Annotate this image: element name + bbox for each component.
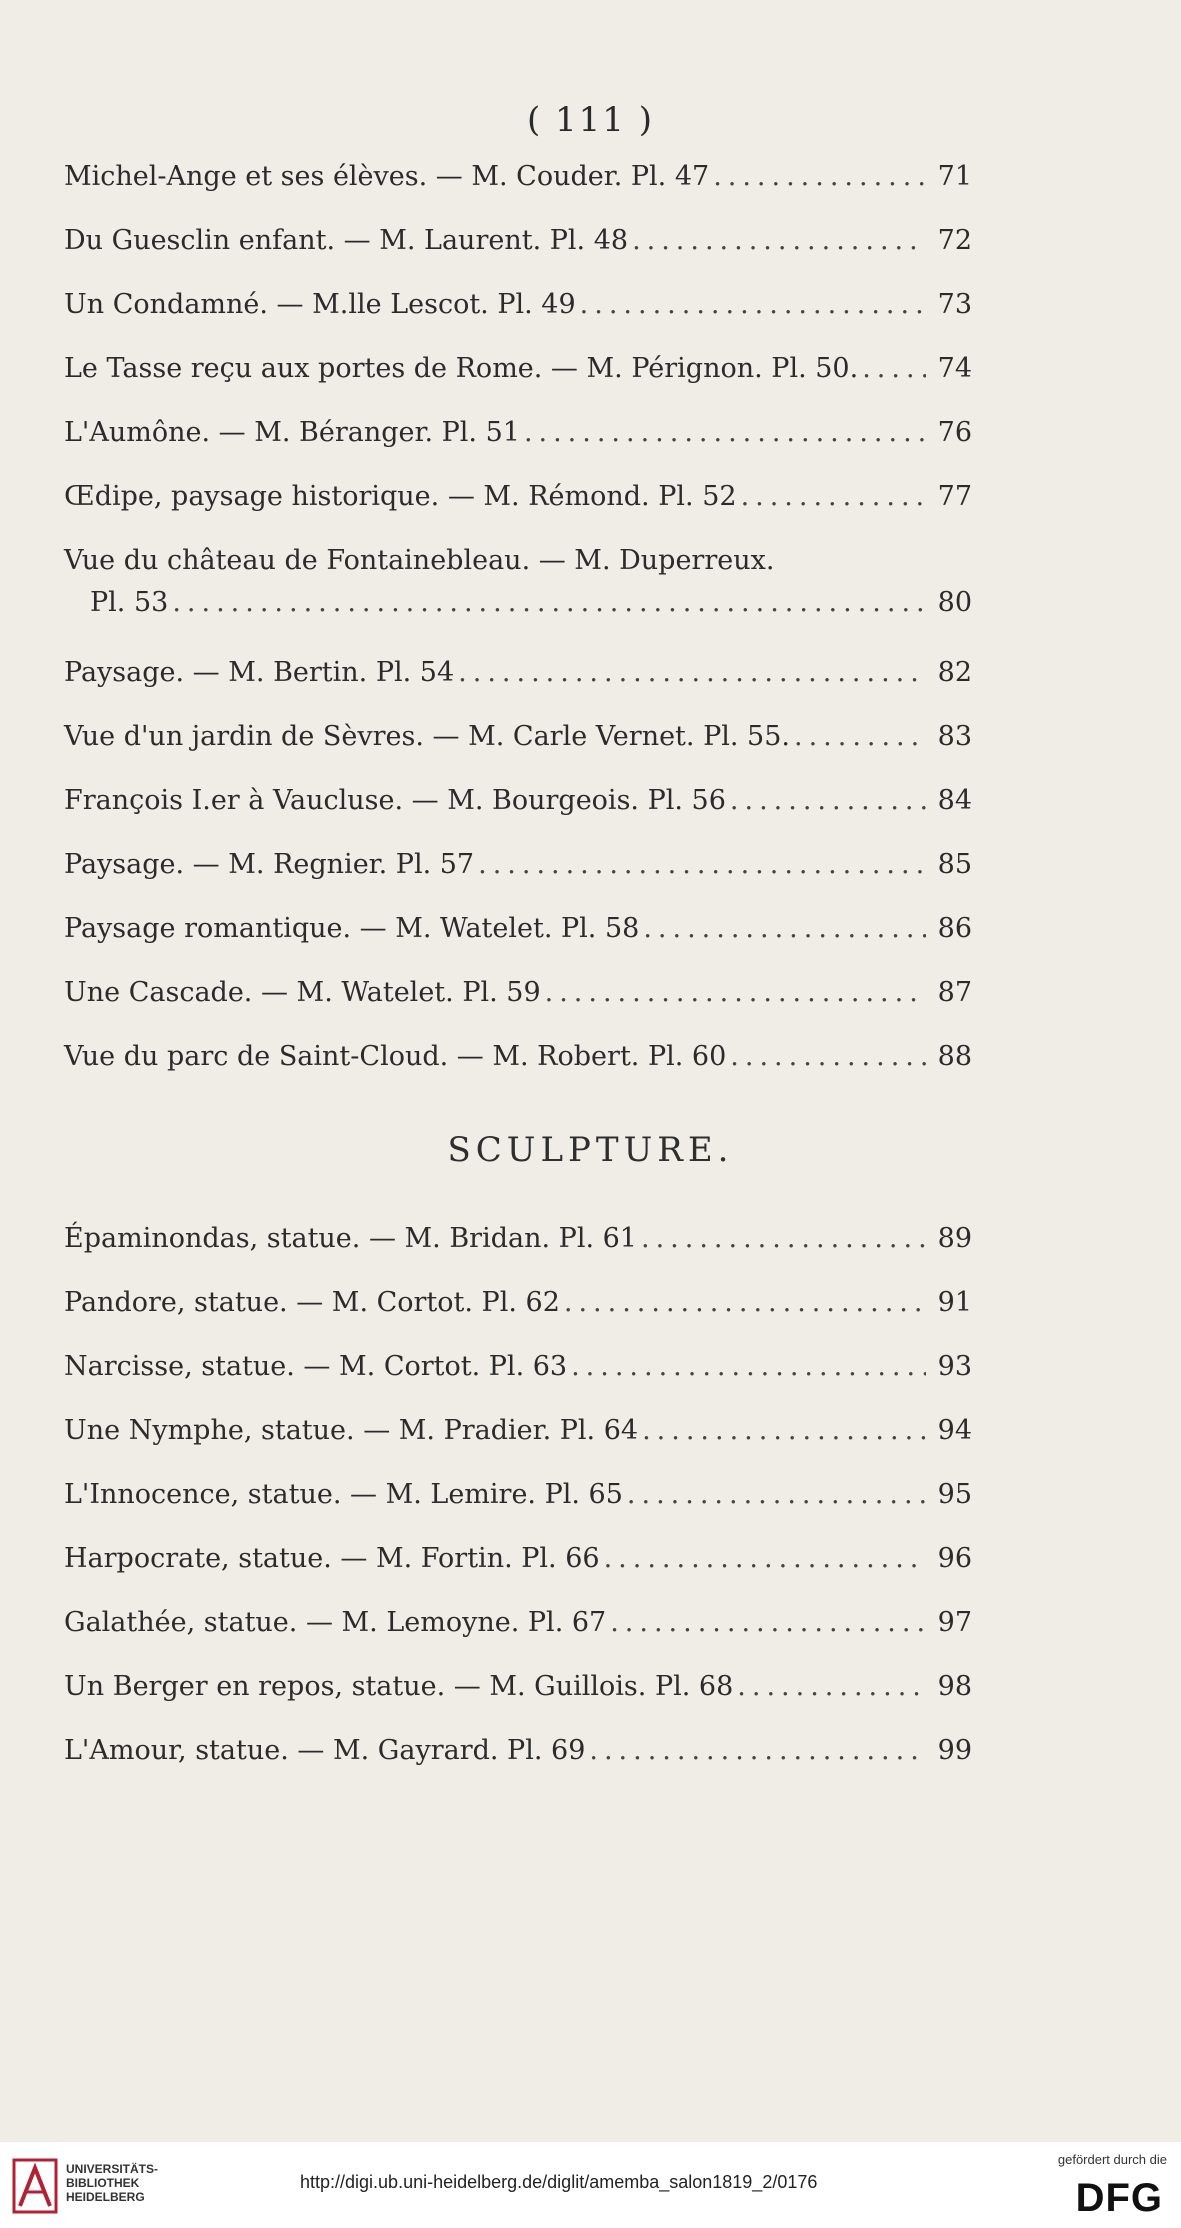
entry-page: 94	[937, 1415, 972, 1446]
dot-leader	[524, 416, 926, 450]
dfg-logo: DFG	[1075, 2176, 1163, 2220]
dot-leader	[713, 160, 926, 194]
library-name: UNIVERSITÄTS- BIBLIOTHEK HEIDELBERG	[66, 2162, 159, 2204]
entry-page: 93	[937, 1351, 972, 1382]
entry-page: 77	[937, 481, 972, 512]
entry-title: L'Innocence, statue. — M. Lemire. Pl. 65	[64, 1479, 623, 1510]
entry-page: 71	[937, 161, 972, 192]
entry-title: Paysage. — M. Regnier. Pl. 57	[64, 849, 475, 880]
dot-leader	[478, 848, 926, 882]
dot-leader	[610, 1606, 926, 1640]
entry-page: 74	[937, 353, 972, 384]
toc-entry	[64, 1606, 972, 1640]
toc-entry	[64, 1222, 972, 1256]
entry-title: Œdipe, paysage historique. — M. Rémond. Pl. 52	[64, 481, 737, 512]
toc-entry	[64, 480, 972, 514]
entry-title: Un Condamné. — M.lle Lescot. Pl. 49	[64, 289, 576, 320]
toc-entry	[64, 416, 972, 450]
page-number: ( 111 )	[526, 100, 655, 140]
entry-page: 72	[937, 225, 972, 256]
dot-leader	[730, 784, 926, 818]
dot-leader	[545, 976, 926, 1010]
toc-entry	[64, 784, 972, 818]
entry-title: Harpocrate, statue. — M. Fortin. Pl. 66	[64, 1543, 600, 1574]
entry-title: Pandore, statue. — M. Cortot. Pl. 62	[64, 1287, 560, 1318]
dot-leader	[580, 288, 926, 322]
entry-title: Michel-Ange et ses élèves. — M. Couder. Pl. 47	[64, 161, 710, 192]
dot-leader	[643, 912, 926, 946]
entry-page: 73	[937, 289, 972, 320]
dot-leader	[730, 1040, 926, 1074]
dot-leader	[741, 480, 926, 514]
entry-title: L'Amour, statue. — M. Gayrard. Pl. 69	[64, 1735, 586, 1766]
entry-title: Un Berger en repos, statue. — M. Guillois. Pl. 68	[64, 1671, 734, 1702]
dot-leader	[862, 352, 926, 386]
toc-entry	[64, 720, 972, 754]
dot-leader	[737, 1670, 926, 1704]
entry-page: 84	[937, 785, 972, 816]
viewer-footer	[0, 2142, 1181, 2228]
dot-leader	[458, 656, 926, 690]
toc-entry	[64, 848, 972, 882]
dot-leader	[642, 1414, 926, 1448]
entry-page: 85	[937, 849, 972, 880]
toc-entry	[64, 1734, 972, 1768]
entry-title: François I.er à Vaucluse. — M. Bourgeois. Pl. 56	[64, 785, 726, 816]
entry-page: 88	[937, 1041, 972, 1072]
dot-leader	[641, 1222, 926, 1256]
toc-entry	[64, 160, 972, 194]
toc-entry	[64, 1350, 972, 1384]
entry-page: 87	[937, 977, 972, 1008]
dot-leader	[564, 1286, 926, 1320]
toc-entry	[64, 1478, 972, 1512]
entry-page: 80	[937, 587, 972, 618]
dot-leader	[571, 1350, 926, 1384]
entry-title: Épaminondas, statue. — M. Bridan. Pl. 61	[64, 1223, 637, 1254]
dot-leader	[794, 720, 926, 754]
toc-entry	[64, 1542, 972, 1576]
entry-title: Galathée, statue. — M. Lemoyne. Pl. 67	[64, 1607, 607, 1638]
toc-entry	[64, 1040, 972, 1074]
dot-leader	[627, 1478, 926, 1512]
entry-title: Paysage romantique. — M. Watelet. Pl. 58	[64, 913, 640, 944]
entry-page: 99	[937, 1735, 972, 1766]
toc-entry	[64, 1670, 972, 1704]
toc-entry	[64, 1414, 972, 1448]
dot-leader	[604, 1542, 926, 1576]
toc-entry	[64, 912, 972, 946]
toc-entry	[64, 224, 972, 258]
source-url-link[interactable]: http://digi.ub.uni-heidelberg.de/diglit/amemba_salon1819_2/0176	[300, 2172, 818, 2192]
entry-title: Pl. 53	[90, 587, 169, 618]
entry-page: 97	[937, 1607, 972, 1638]
entry-page: 82	[937, 657, 972, 688]
funded-by-label: gefördert durch die	[1057, 2152, 1167, 2167]
dot-leader	[632, 224, 926, 258]
toc-entry	[64, 352, 972, 386]
dot-leader	[589, 1734, 926, 1768]
entry-page: 98	[937, 1671, 972, 1702]
entry-title: Une Nymphe, statue. — M. Pradier. Pl. 64	[64, 1415, 639, 1446]
toc-entry	[64, 288, 972, 322]
entry-title: Paysage. — M. Bertin. Pl. 54	[64, 657, 455, 688]
toc-entry	[64, 656, 972, 690]
entry-page: 86	[937, 913, 972, 944]
entry-page: 83	[937, 721, 972, 752]
entry-page: 95	[937, 1479, 972, 1510]
dot-leader	[172, 586, 926, 620]
entry-title: Vue d'un jardin de Sèvres. — M. Carle Vernet. Pl. 55.	[64, 721, 790, 752]
entry-page: 91	[937, 1287, 972, 1318]
section-heading-sculpture: SCULPTURE.	[447, 1130, 734, 1170]
entry-page: 89	[937, 1223, 972, 1254]
university-library-logo-icon	[12, 2156, 58, 2216]
toc-entry	[64, 1286, 972, 1320]
toc-entry	[64, 544, 972, 620]
entry-title: Du Guesclin enfant. — M. Laurent. Pl. 48	[64, 225, 629, 256]
entry-page: 76	[937, 417, 972, 448]
entry-title: Narcisse, statue. — M. Cortot. Pl. 63	[64, 1351, 568, 1382]
entry-title-line1: Vue du château de Fontainebleau. — M. Duperreux.	[64, 545, 775, 576]
toc-entry	[64, 976, 972, 1010]
entry-title: L'Aumône. — M. Béranger. Pl. 51	[64, 417, 520, 448]
entry-page: 96	[937, 1543, 972, 1574]
entry-title: Le Tasse reçu aux portes de Rome. — M. Pérignon. Pl. 50.	[64, 353, 859, 384]
entry-title: Vue du parc de Saint-Cloud. — M. Robert. Pl. 60	[64, 1041, 727, 1072]
entry-title: Une Cascade. — M. Watelet. Pl. 59	[64, 977, 541, 1008]
